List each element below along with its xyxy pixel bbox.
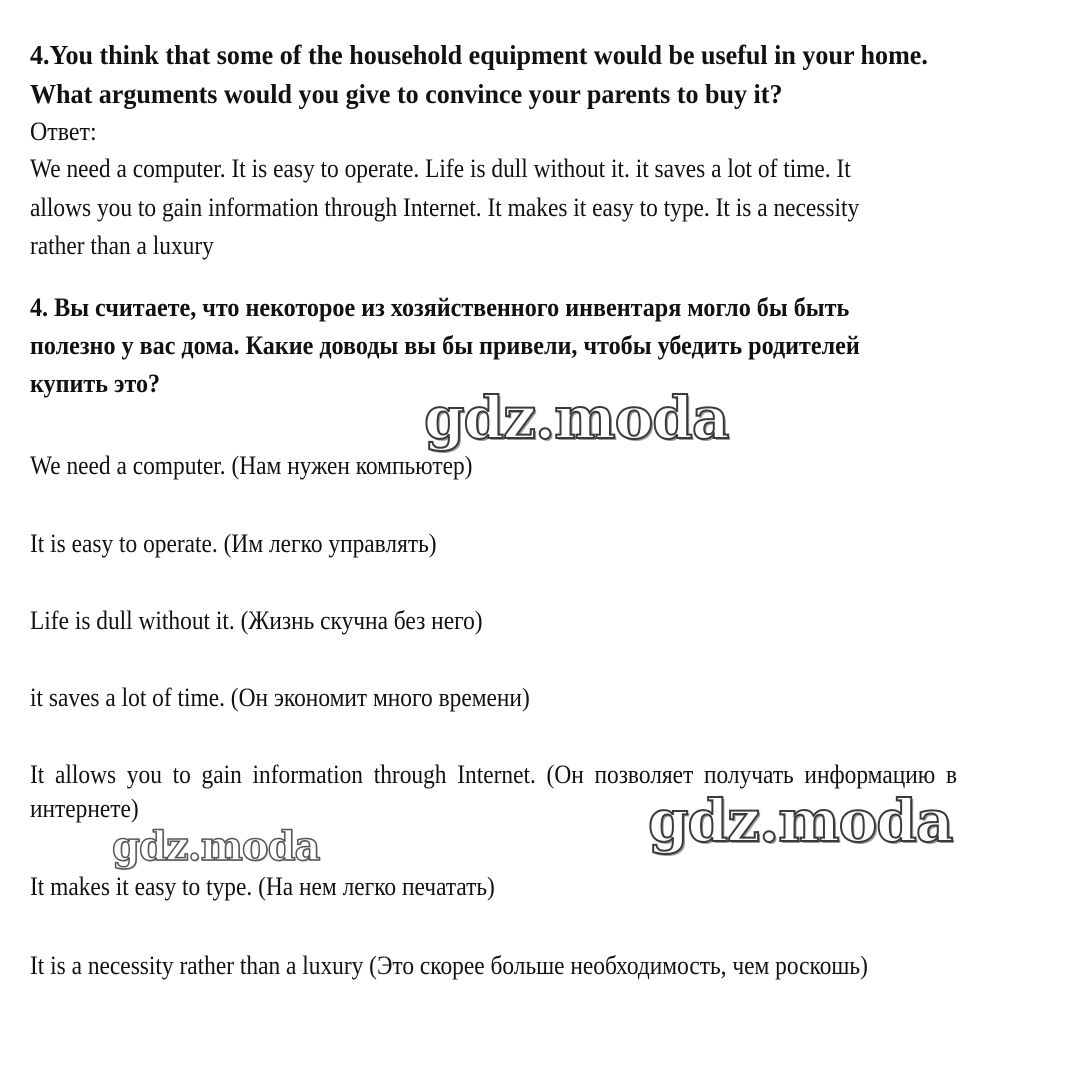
answer-english: We need a computer. It is easy to operate. Life is dull without it. it saves a lot of time. It allows you to gain information through Internet. It makes it easy to type. It is a necessity rather than a luxury [30, 154, 860, 260]
watermark-logo: gdz.moda [424, 384, 729, 452]
translation-line-3: Life is dull without it. (Жизнь скучна без него) [30, 606, 483, 635]
translation-line-6: It makes it easy to type. (На нем легко печатать) [30, 872, 495, 901]
watermark-logo: gdz.moda [112, 823, 320, 870]
watermark-logo: gdz.moda [648, 787, 953, 855]
translation-line-5: It allows you to gain information through Internet. (Он позволяет получать информацию в интернете) [30, 760, 957, 823]
translation-line-1: We need a computer. (Нам нужен компьютер) [30, 451, 473, 480]
translation-line-2: It is easy to operate. (Им легко управлять) [30, 529, 437, 558]
question-english: 4.You think that some of the household equipment would be useful in your home. What arguments would you give to convince your parents to buy it? [30, 40, 928, 109]
translation-line-4: it saves a lot of time. (Он экономит много времени) [30, 683, 530, 712]
question-russian: 4. Вы считаете, что некоторое из хозяйственного инвентаря могло бы быть полезно у вас дома. Какие доводы вы бы привели, чтобы убедить родителей купить это? [30, 292, 860, 398]
answer-label: Ответ: [30, 117, 97, 146]
translation-line-7: It is a necessity rather than a luxury (Это скорее больше необходимость, чем роскошь) [30, 951, 868, 980]
